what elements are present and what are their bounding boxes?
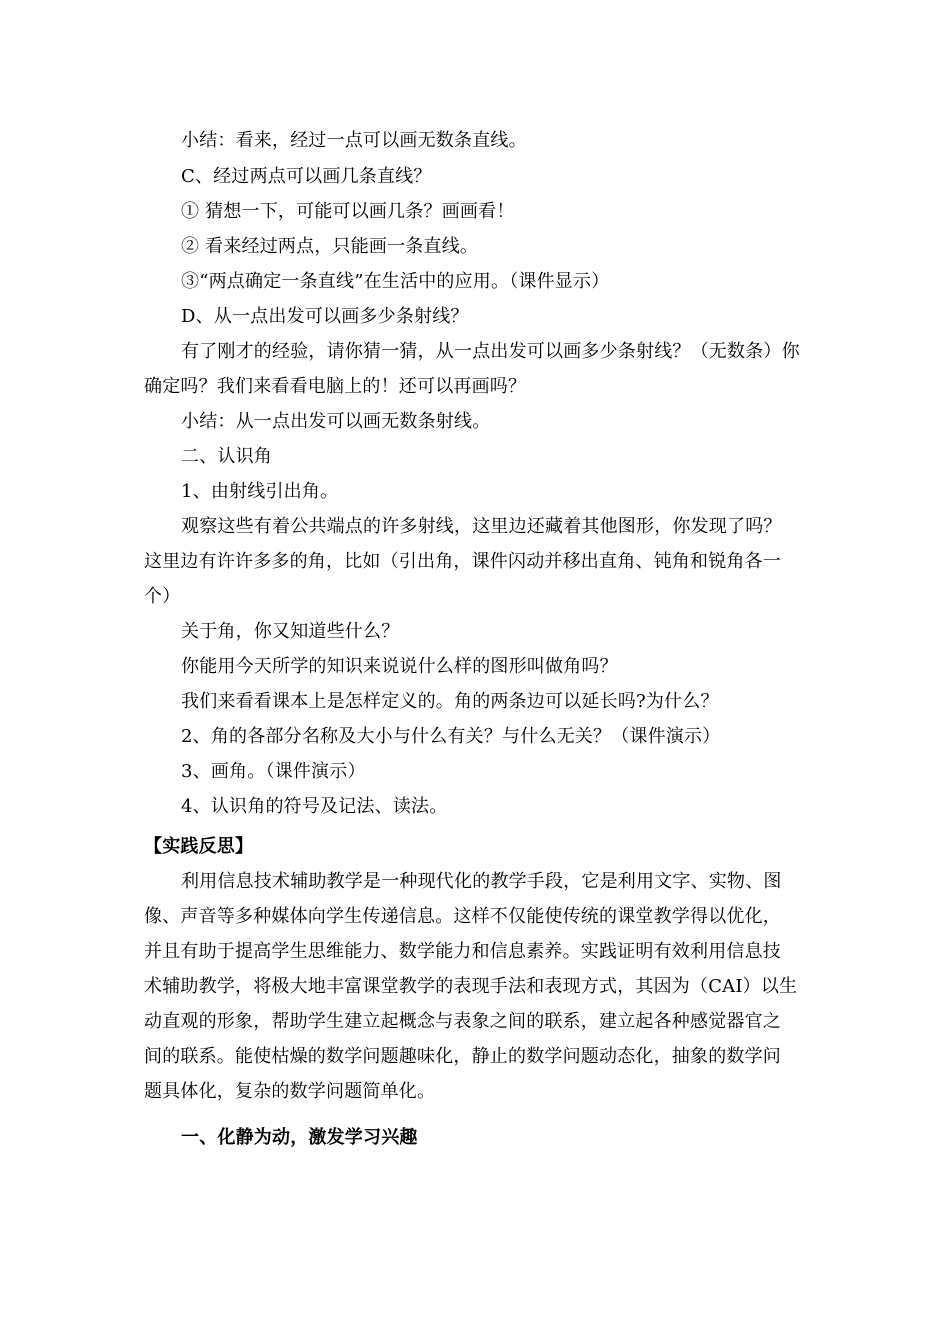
item-3: 3、画角。（课件演示）	[181, 761, 366, 782]
textbook-definition-line: 我们来看看课本上是怎样定义的。角的两条边可以延长吗?为什么？	[181, 691, 719, 712]
paragraph-rays-line-2: 确定吗？我们来看看电脑上的！还可以再画吗？	[144, 376, 527, 397]
paragraph-observe-line-3: 个）	[144, 586, 181, 607]
reflection-line-5: 动直观的形象，帮助学生建立起概念与表象之间的联系，建立起各种感觉器官之	[144, 1011, 781, 1032]
paragraph-observe-line-2: 这里边有许许多多的角，比如（引出角，课件闪动并移出直角、钝角和锐角各一	[144, 551, 781, 572]
question-define-angle: 你能用今天所学的知识来说说什么样的图形叫做角吗？	[181, 656, 618, 677]
reflection-line-7: 题具体化，复杂的数学问题简单化。	[144, 1081, 436, 1102]
reflection-line-6: 间的联系。能使枯燥的数学问题趣味化，静止的数学问题动态化，抽象的数学问	[144, 1046, 781, 1067]
reflection-line-3: 并且有助于提高学生思维能力、数学能力和信息素养。实践证明有效利用信息技	[144, 941, 781, 962]
summary-line-straight-lines: 小结：看来，经过一点可以画无数条直线。	[181, 130, 527, 151]
reflection-line-1: 利用信息技术辅助教学是一种现代化的教学手段，它是利用文字、实物、图	[181, 871, 782, 892]
reflection-line-2: 像、声音等多种媒体向学生传递信息。这样不仅能使传统的课堂教学得以优化，	[144, 906, 781, 927]
item-2: 2、角的各部分名称及大小与什么有关？与什么无关？（课件演示）	[181, 726, 721, 747]
section-heading-reflection: 【实践反思】	[144, 836, 254, 857]
section-heading-angles: 二、认识角	[181, 446, 272, 467]
step-3: ③“两点确定一条直线”在生活中的应用。（课件显示）	[181, 271, 610, 292]
paragraph-observe-line-1: 观察这些有着公共端点的许多射线，这里边还藏着其他图形，你发现了吗？	[181, 516, 782, 537]
item-1: 1、由射线引出角。	[181, 481, 339, 502]
question-c: C、经过两点可以画几条直线？	[181, 166, 432, 187]
paragraph-rays-line-1: 有了刚才的经验，请你猜一猜，从一点出发可以画多少条射线？（无数条）你	[181, 341, 800, 362]
summary-line-rays: 小结：从一点出发可以画无数条射线。	[181, 411, 491, 432]
step-1: ① 猜想一下，可能可以画几条？画画看！	[181, 201, 515, 222]
reflection-line-4: 术辅助教学，将极大地丰富课堂教学的表现手法和表现方式，其因为（CAI）以生	[144, 976, 798, 997]
question-d: D、从一点出发可以画多少条射线？	[181, 306, 469, 327]
step-2: ② 看来经过两点，只能画一条直线。	[181, 236, 479, 257]
item-4: 4、认识角的符号及记法、读法。	[181, 796, 448, 817]
question-about-angles: 关于角，你又知道些什么？	[181, 621, 400, 642]
subsection-heading-1: 一、化静为动，激发学习兴趣	[181, 1127, 418, 1148]
